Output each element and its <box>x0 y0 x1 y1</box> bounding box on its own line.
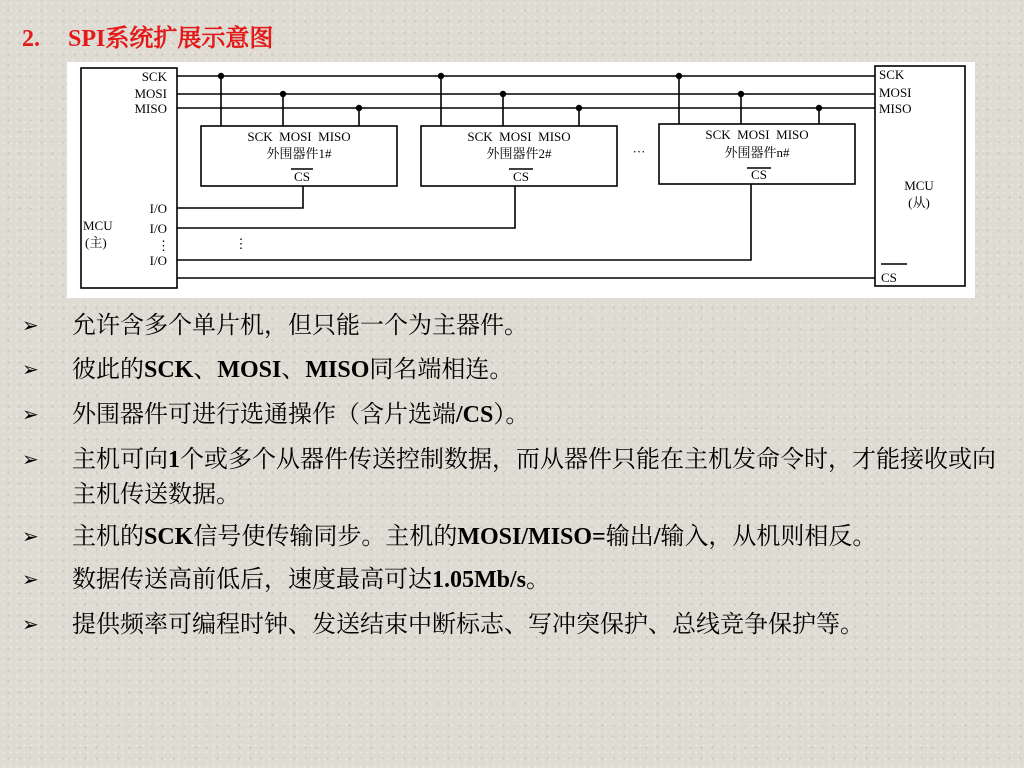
device-n-pins: SCK MOSI MISO <box>705 127 809 142</box>
junction-dots <box>218 73 822 111</box>
slave-pin-sck: SCK <box>879 67 905 82</box>
bullet-text-segment: 信号使传输同步。主机的 <box>193 522 458 550</box>
bullet-item <box>22 397 1012 432</box>
spi-diagram-svg <box>67 62 975 298</box>
bullet-text-segment: MISO <box>305 357 370 383</box>
bullet-text <box>72 519 1012 554</box>
slave-pin-miso: MISO <box>879 101 912 116</box>
master-pin-miso: MISO <box>134 101 167 116</box>
bullet-text-segment: 提供频率可编程时钟、发送结束中断标志、写冲突保护、总线竞争保护等。 <box>72 610 864 638</box>
master-pin-mosi: MOSI <box>134 86 167 101</box>
device-1-pins: SCK MOSI MISO <box>247 129 351 144</box>
bullet-marker-icon: ➢ <box>22 357 39 381</box>
io-gap-dots: ⋮ <box>234 236 248 251</box>
bullet-text <box>72 607 1012 641</box>
bullet-text-segment: MOSI <box>217 357 282 383</box>
slide-title-number: 2. <box>22 26 40 52</box>
bullet-item <box>22 607 1012 641</box>
bullet-text-segment: / <box>653 524 661 550</box>
bullet-text-segment: 输入，从机则相反。 <box>660 522 877 550</box>
bullet-text-segment: 、 <box>193 355 218 383</box>
bullet-text-segment: 彼此的 <box>72 355 144 383</box>
master-mcu-sublabel: (主) <box>85 235 107 250</box>
master-mcu-label: MCU <box>83 218 113 233</box>
bullet-text-segment: 1.05Mb/s <box>432 567 527 593</box>
slide-title-text: SPI系统扩展示意图 <box>68 26 274 52</box>
device-gap-dots: ··· <box>632 144 646 159</box>
slave-mcu-label: MCU <box>904 178 934 193</box>
bullet-text-segment: 个或多个从器件传送控制数据，而从器件只能在主机发命令时，才能接收或向主机传送数据。 <box>72 445 996 508</box>
cs-line-1 <box>177 186 303 208</box>
master-io-2: I/O <box>149 221 167 236</box>
bullet-text-segment: ）。 <box>493 400 530 428</box>
bullet-text <box>72 442 1012 511</box>
cs-line-2 <box>177 186 515 228</box>
bullet-text-segment: MOSI/MISO= <box>457 524 606 550</box>
device-1-cs: CS <box>294 169 310 184</box>
slide-title <box>22 18 273 53</box>
bullet-text <box>72 562 1012 597</box>
bullet-marker-icon: ➢ <box>22 567 39 591</box>
bullet-text-segment: 主机可向 <box>72 445 168 473</box>
bullet-text-segment: 、 <box>281 355 306 383</box>
bullet-text-segment: 外围器件可进行选通操作（含片选端 <box>72 400 456 428</box>
spi-diagram <box>67 62 975 298</box>
device-2-name: 外围器件2# <box>486 146 552 161</box>
bullet-marker-icon: ➢ <box>22 313 39 337</box>
slave-pin-mosi: MOSI <box>879 85 912 100</box>
bullet-list <box>22 308 1012 651</box>
device-2-cs: CS <box>513 169 529 184</box>
bullet-text-segment: SCK <box>144 357 194 383</box>
cs-line-n <box>177 184 751 260</box>
slave-cs-label: CS <box>881 270 897 285</box>
device-1-name: 外围器件1# <box>266 146 332 161</box>
slave-mcu-sublabel: (从) <box>908 195 930 210</box>
master-io-ellipsis: ⋮ <box>157 238 170 253</box>
bullet-text-segment: 1 <box>168 447 180 473</box>
master-io-1: I/O <box>149 201 167 216</box>
master-io-3: I/O <box>149 253 167 268</box>
bullet-text-segment: /CS <box>456 402 494 428</box>
bullet-item <box>22 308 1012 342</box>
bullet-marker-icon: ➢ <box>22 524 39 548</box>
bullet-marker-icon: ➢ <box>22 612 39 636</box>
bullet-text-segment: 同名端相连。 <box>369 355 514 383</box>
bullet-item <box>22 352 1012 387</box>
bullet-marker-icon: ➢ <box>22 447 39 471</box>
device-n-cs: CS <box>751 167 767 182</box>
bullet-text-segment: SCK <box>144 524 194 550</box>
bullet-marker-icon: ➢ <box>22 402 39 426</box>
bullet-text <box>72 308 1012 342</box>
bullet-item <box>22 519 1012 554</box>
bullet-text <box>72 352 1012 387</box>
bullet-item <box>22 442 1012 511</box>
master-pin-sck: SCK <box>141 69 167 84</box>
bullet-text-segment: 数据传送高前低后，速度最高可达 <box>72 565 432 593</box>
bullet-text <box>72 397 1012 432</box>
device-2-pins: SCK MOSI MISO <box>467 129 571 144</box>
bullet-text-segment: 允许含多个单片机，但只能一个为主器件。 <box>72 311 528 339</box>
device-n-name: 外围器件n# <box>724 145 790 160</box>
bullet-text-segment: 输出 <box>605 522 654 550</box>
bullet-text-segment: 主机的 <box>72 522 144 550</box>
bullet-text-segment: 。 <box>526 565 551 593</box>
bullet-item <box>22 562 1012 597</box>
